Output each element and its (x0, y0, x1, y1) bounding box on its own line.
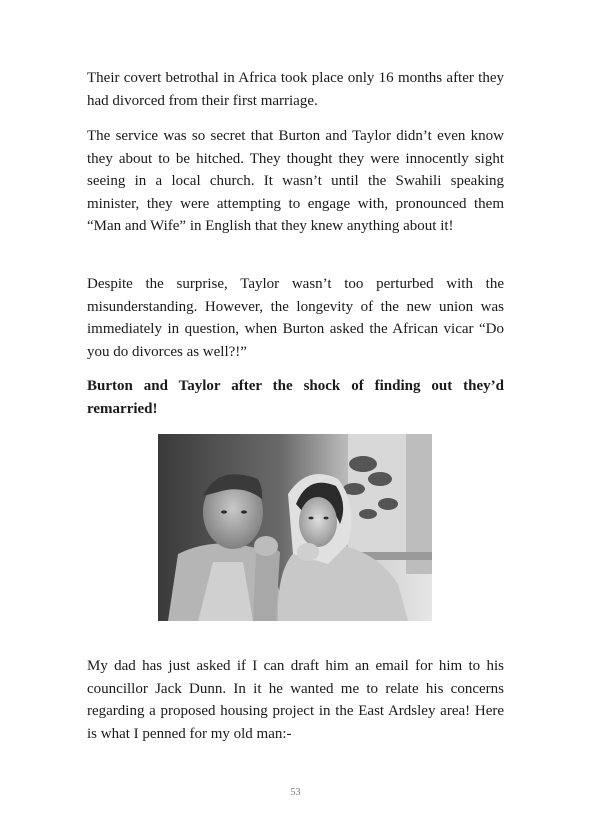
paragraph-secret-service: The service was so secret that Burton and Taylor didn’t even know they about to be hitched. They thought they were innocently sight seeing in a local church. It wasn’t until the Swahili speaking minister, they were attempting to engage with, pronounced them “Man and Wife” in English that they knew anything about it! (87, 128, 504, 234)
couple-photo (158, 434, 432, 621)
page-number: 53 (290, 787, 301, 798)
photo-caption: Burton and Taylor after the shock of finding out they’d remarried! (87, 378, 504, 417)
paragraph-surprise: Despite the surprise, Taylor wasn’t too perturbed with the misunderstanding. However, the longevity of the new union was immediately in question, when Burton asked the African vicar “Do you do divorces as well?!” (87, 276, 504, 360)
paragraph-betrothal: Their covert betrothal in Africa took place only 16 months after they had divorced from their first marriage. (87, 70, 504, 109)
paragraph-dad-email: My dad has just asked if I can draft him an email for him to his councillor Jack Dunn. In it he wanted me to relate his concerns regarding a proposed housing project in the East Ardsley area! Here is what I penned for my old man:- (87, 658, 504, 742)
